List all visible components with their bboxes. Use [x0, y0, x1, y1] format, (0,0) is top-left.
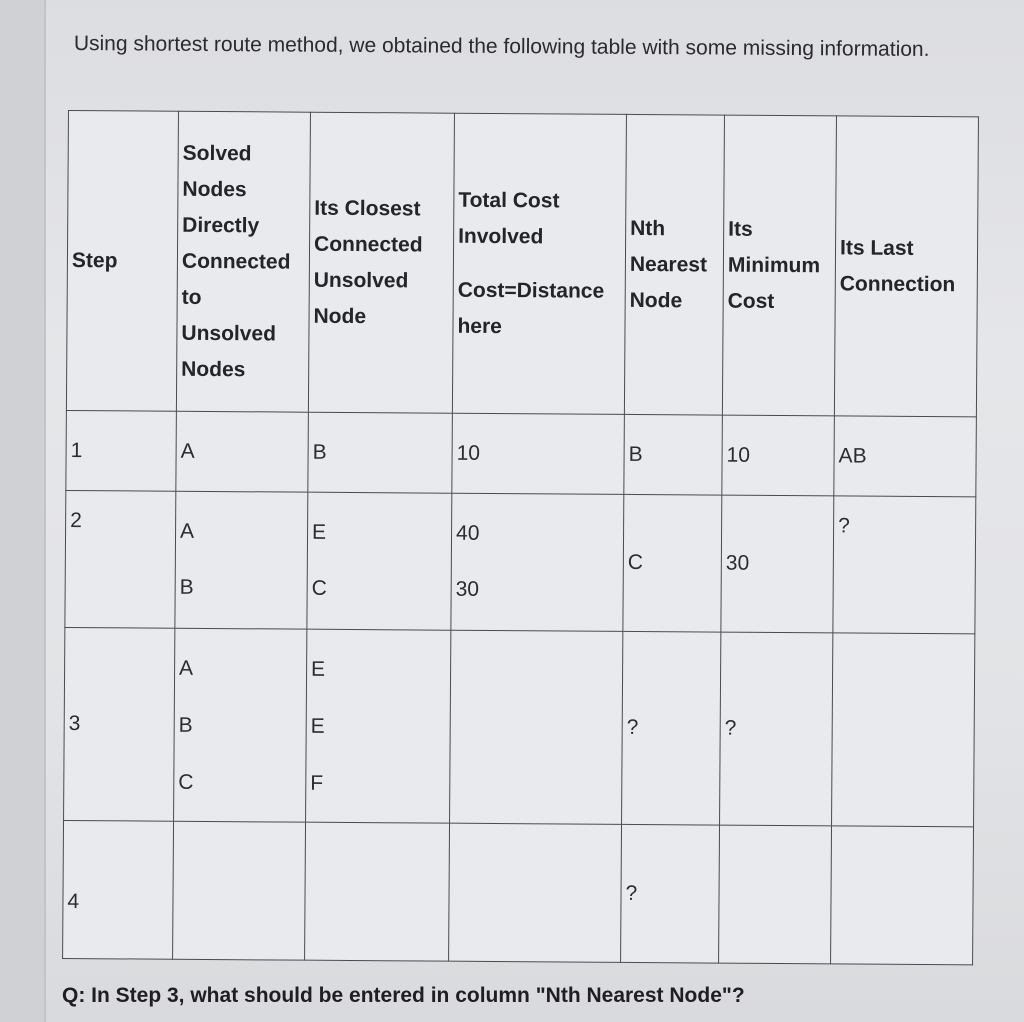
solved-node-value: A [179, 656, 194, 680]
total-cost-cell [449, 823, 622, 962]
header-cost-note-line: here [457, 314, 502, 338]
header-nth-line: Nearest [629, 252, 708, 276]
header-total-line: Involved [458, 224, 544, 248]
header-solved-nodes [176, 111, 310, 412]
header-last-line: Connection [839, 271, 956, 296]
header-min-line: Cost [727, 289, 775, 313]
last-connection-cell [831, 826, 974, 965]
header-min-line: Its [728, 217, 753, 241]
header-closest-line: Node [313, 304, 367, 328]
min-cost-cell: ? [720, 632, 833, 826]
header-solved-line: to [181, 285, 202, 309]
header-step: Step [66, 111, 178, 412]
intro-text: Using shortest route method, we obtained the following table with some missing information. [73, 31, 930, 61]
step-cell: 1 [66, 410, 177, 491]
min-cost-cell: 10 [722, 415, 835, 496]
nth-nearest-cell: ? [621, 824, 720, 963]
closest-node-value: F [310, 771, 324, 795]
header-closest-line: Connected [313, 232, 423, 256]
header-solved-line: Nodes [181, 357, 246, 381]
solved-node-cell [173, 821, 306, 960]
header-min-line: Minimum [727, 253, 821, 277]
solved-node-cell [175, 491, 308, 629]
closest-node-value: E [311, 520, 327, 544]
closest-node-value: E [311, 657, 326, 681]
header-minimum-cost [722, 115, 836, 416]
header-solved-line: Nodes [182, 177, 247, 201]
nth-nearest-cell: C [623, 494, 722, 632]
closest-node-value: E [310, 714, 325, 738]
closest-node-value: C [311, 576, 327, 600]
closest-node-cell [305, 822, 450, 961]
step-cell: 4 [63, 820, 174, 959]
last-connection-cell [832, 633, 975, 827]
header-solved-line: Solved [182, 141, 252, 165]
solved-node-value: A [179, 519, 195, 543]
table-row [66, 410, 977, 496]
table-row [64, 627, 975, 826]
min-cost-cell: 30 [721, 495, 834, 633]
total-cost-cell: 10 [452, 413, 625, 494]
header-nth-line: Node [629, 288, 683, 312]
closest-node-cell [306, 629, 451, 823]
total-cost-value: 40 [455, 521, 480, 545]
header-solved-line: Unsolved [181, 321, 277, 345]
solved-node-value: B [178, 713, 193, 737]
header-solved-line: Connected [181, 249, 291, 274]
total-cost-cell [451, 493, 624, 631]
table-row [65, 490, 976, 633]
last-connection-cell: ? [833, 496, 976, 634]
closest-node-cell: B [308, 412, 453, 493]
solved-node-value: C [178, 770, 194, 794]
total-cost-cell [450, 630, 623, 824]
step-cell: 2 [65, 490, 176, 628]
header-solved-line: Directly [182, 213, 260, 237]
header-closest-node [308, 112, 454, 413]
min-cost-cell [719, 825, 832, 964]
header-last-connection [834, 116, 978, 417]
solved-node-cell [174, 628, 307, 822]
header-nth-nearest-node [624, 114, 724, 415]
header-total-cost [452, 113, 626, 414]
solved-node-value: B [179, 575, 194, 599]
nth-nearest-cell: B [624, 414, 723, 495]
last-connection-cell: AB [834, 416, 977, 497]
header-closest-line: Unsolved [313, 268, 409, 292]
header-total-line: Total Cost [458, 188, 560, 212]
nth-nearest-cell: ? [622, 631, 721, 825]
header-nth-line: Nth [630, 216, 666, 240]
shortest-route-table [62, 110, 979, 965]
question-text: Q: In Step 3, what should be entered in column "Nth Nearest Node"? [62, 984, 745, 1007]
header-row [66, 111, 978, 417]
total-cost-value: 30 [455, 577, 480, 601]
shortest-route-table-container [62, 110, 978, 968]
header-closest-line: Its Closest [314, 196, 421, 220]
solved-node-cell: A [176, 411, 309, 492]
header-last-line: Its Last [839, 235, 914, 260]
step-cell: 3 [64, 627, 175, 821]
closest-node-cell [307, 492, 452, 630]
table-row [63, 820, 974, 964]
header-cost-note-line: Cost=Distance [457, 278, 605, 303]
